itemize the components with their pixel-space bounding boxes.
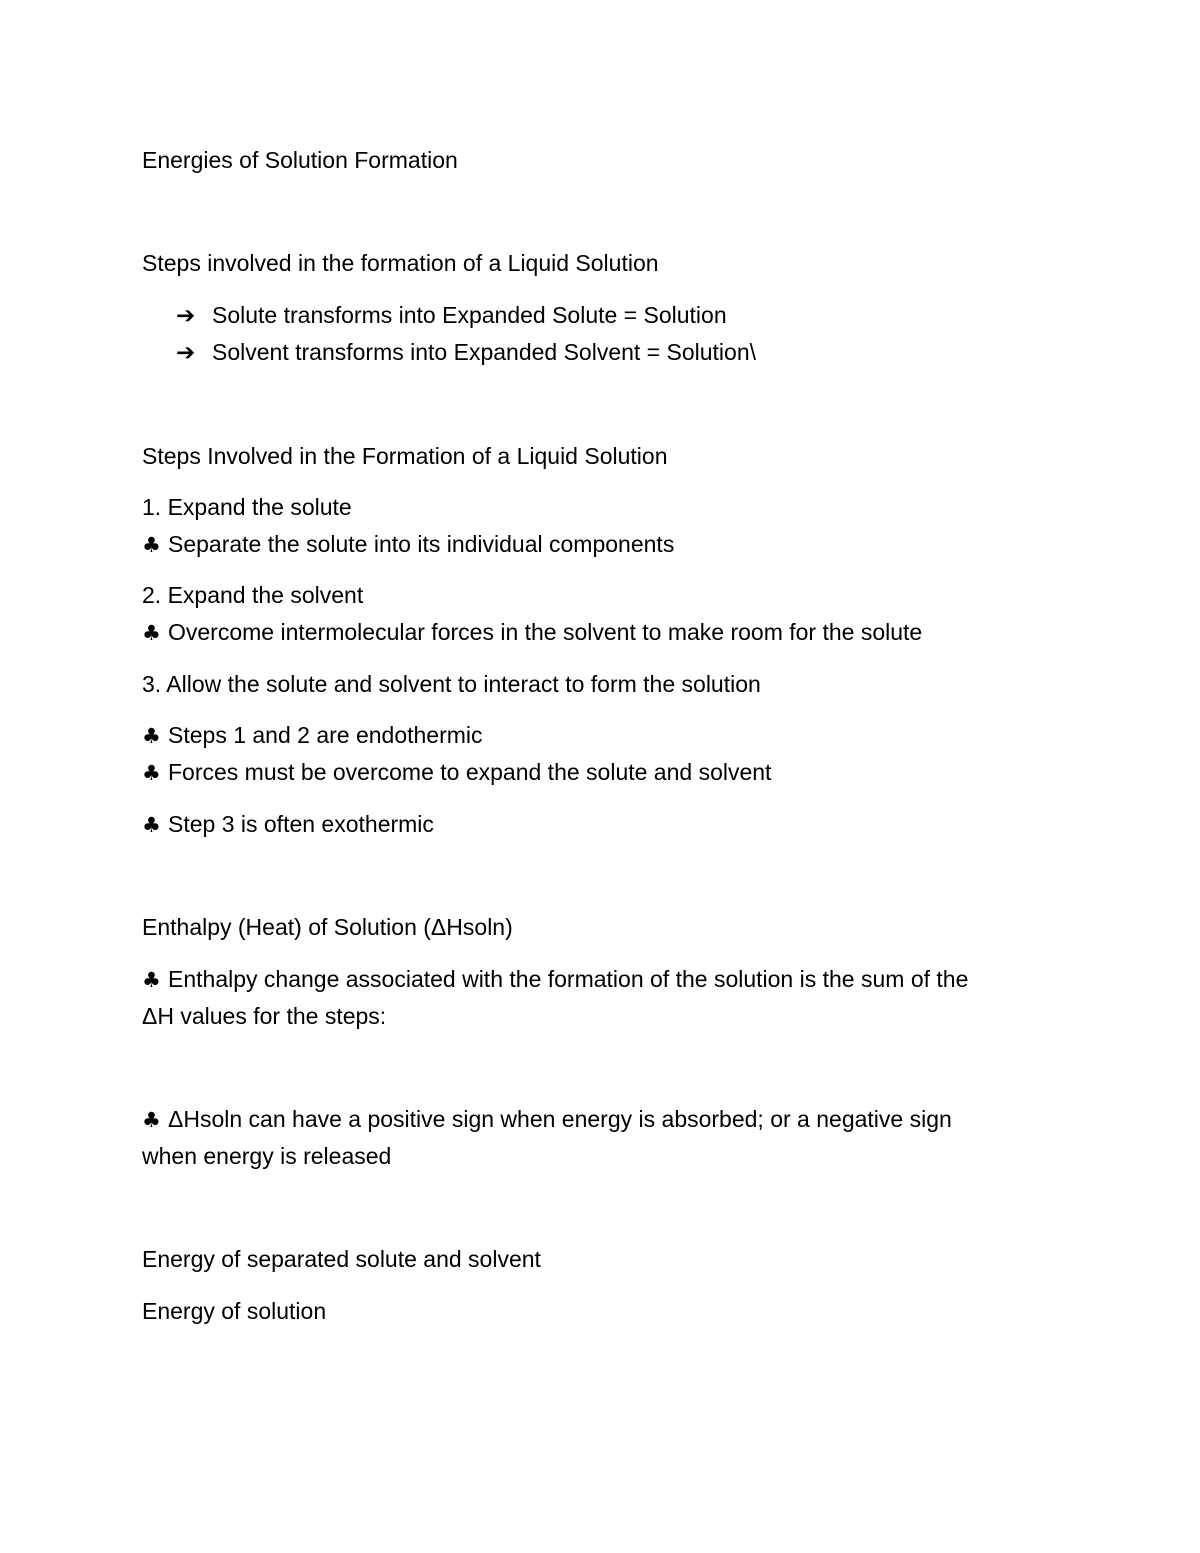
arrow-right-icon: ➔ — [176, 340, 196, 366]
step-1: 1. Expand the solute — [142, 494, 352, 520]
note-endothermic: ♣ Steps 1 and 2 are endothermic — [142, 720, 483, 751]
note-forces: ♣ Forces must be overcome to expand the solute and solvent — [142, 757, 771, 788]
step-1-note: ♣ Separate the solute into its individual components — [142, 529, 674, 560]
club-icon: ♣ — [142, 724, 161, 748]
club-icon: ♣ — [142, 621, 161, 645]
arrow-item-text: Solute transforms into Expanded Solute = Solution — [212, 302, 727, 328]
enthalpy-bullet-1-continued: ΔH values for the steps: — [142, 1003, 387, 1029]
step-2: 2. Expand the solvent — [142, 582, 364, 608]
document-title: Energies of Solution Formation — [142, 147, 458, 173]
section-heading-steps-involved: Steps Involved in the Formation of a Liquid Solution — [142, 443, 668, 469]
energy-solution-line: Energy of solution — [142, 1298, 327, 1324]
section-heading-steps: Steps involved in the formation of a Liquid Solution — [142, 250, 659, 276]
enthalpy-bullet-2-continued: when energy is released — [142, 1143, 392, 1169]
step-2-note: ♣ Overcome intermolecular forces in the solvent to make room for the solute — [142, 617, 922, 648]
arrow-list-item — [176, 337, 756, 368]
energy-separated-line: Energy of separated solute and solvent — [142, 1246, 541, 1272]
arrow-item-text: Solvent transforms into Expanded Solvent = Solution\ — [212, 339, 757, 365]
club-icon: ♣ — [142, 1108, 161, 1132]
section-heading-enthalpy: Enthalpy (Heat) of Solution (ΔHsoln) — [142, 914, 513, 940]
note-exothermic: ♣ Step 3 is often exothermic — [142, 809, 434, 840]
arrow-list-item — [176, 300, 727, 331]
enthalpy-bullet-2: ♣ ΔHsoln can have a positive sign when energy is absorbed; or a negative sign — [142, 1104, 952, 1135]
club-icon: ♣ — [142, 761, 161, 785]
club-icon: ♣ — [142, 813, 161, 837]
step-3: 3. Allow the solute and solvent to interact to form the solution — [142, 671, 761, 697]
club-icon: ♣ — [142, 968, 161, 992]
club-icon: ♣ — [142, 533, 161, 557]
enthalpy-bullet-1: ♣ Enthalpy change associated with the formation of the solution is the sum of the — [142, 964, 968, 995]
arrow-right-icon: ➔ — [176, 303, 196, 329]
